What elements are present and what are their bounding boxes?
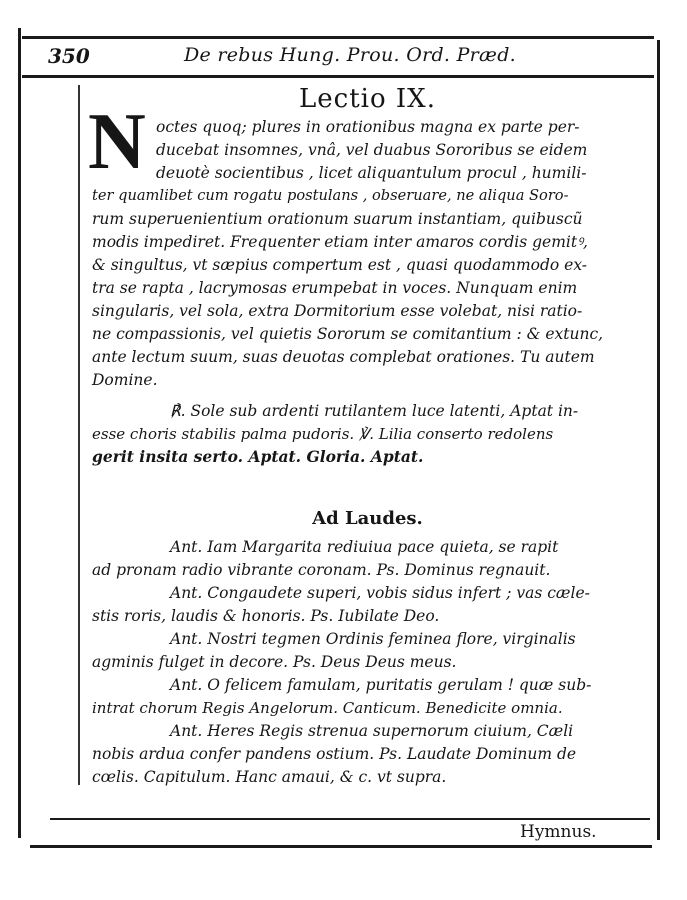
lectio-line: ducebat insomnes, vnâ, vel duabus Sororibus se eidem (156, 141, 588, 159)
lectio-line: & singultus, vt sæpius compertum est , quasi quodammodo ex- (92, 256, 588, 274)
running-title: De rebus Hung. Prou. Ord. Præd. (183, 44, 517, 66)
lectio-line: octes quoq; plures in orationibus magna ex parte per- (156, 118, 580, 136)
lectio-line: ter quamlibet cum rogatu postulans , obseruare, ne aliqua Soro- (92, 187, 569, 204)
ad-laudes-title: Ad Laudes. (312, 508, 423, 529)
responsory-line: gerit insita serto. Aptat. Gloria. Aptat. (92, 447, 424, 466)
frame-left-border (18, 28, 21, 838)
lectio-line: deuotè socientibus , licet aliquantulum procul , humili- (156, 164, 587, 182)
antiphon-line: Ant. O felicem famulam, puritatis gerulam ! quæ sub- (170, 676, 592, 694)
antiphon-line: nobis ardua confer pandens ostium. Ps. Laudate Dominum de (92, 745, 577, 763)
page-number: 350 (48, 44, 90, 68)
antiphon-line: Ant. Nostri tegmen Ordinis feminea flore, virginalis (170, 630, 576, 648)
antiphon-line: ad pronam radio vibrante coronam. Ps. Dominus regnauit. (92, 561, 551, 579)
antiphon-line: Ant. Congaudete superi, vobis sidus infert ; vas cæle- (170, 584, 590, 602)
lectio-line: modis impediret. Frequenter etiam inter amaros cordis gemitꝰ, (92, 233, 588, 251)
responsory-line: ℟. Sole sub ardenti rutilantem luce latenti, Aptat in- (170, 402, 579, 420)
antiphon-line: intrat chorum Regis Angelorum. Canticum. Benedicite omnia. (92, 699, 563, 717)
antiphon-line: Ant. Iam Margarita rediuiua pace quieta, se rapit (170, 538, 559, 556)
antiphon-line: stis roris, laudis & honoris. Ps. Iubilate Deo. (92, 607, 440, 625)
antiphon-line: Ant. Heres Regis strenua supernorum ciuium, Cæli (170, 722, 574, 740)
catchword: Hymnus. (520, 822, 597, 842)
footer-rule (50, 818, 650, 820)
lectio-line: ante lectum suum, suas deuotas complebat orationes. Tu autem (92, 348, 595, 366)
drop-cap: N (88, 98, 146, 186)
lectio-line: tra se rapta , lacrymosas erumpebat in voces. Nunquam enim (92, 279, 578, 297)
bottom-rule (30, 845, 652, 848)
lectio-line: Domine. (92, 371, 158, 389)
lectio-line: singularis, vel sola, extra Dormitorium esse volebat, nisi ratio- (92, 302, 583, 320)
inner-margin-rule (78, 85, 80, 785)
antiphon-line: agminis fulget in decore. Ps. Deus Deus meus. (92, 653, 457, 671)
header-rule (22, 75, 654, 78)
lectio-title: Lectio IX. (299, 84, 436, 114)
responsory-line: esse choris stabilis palma pudoris. ℣. Lilia conserto redolens (92, 425, 554, 443)
lectio-line: rum superuenientium orationum suarum instantiam, quibuscũ (92, 210, 583, 228)
lectio-line: ne compassionis, vel quietis Sororum se comitantium : & extunc, (92, 325, 604, 343)
top-rule (22, 36, 654, 39)
antiphon-line: cœlis. Capitulum. Hanc amaui, & c. vt supra. (92, 768, 447, 786)
frame-right-border (657, 40, 660, 840)
